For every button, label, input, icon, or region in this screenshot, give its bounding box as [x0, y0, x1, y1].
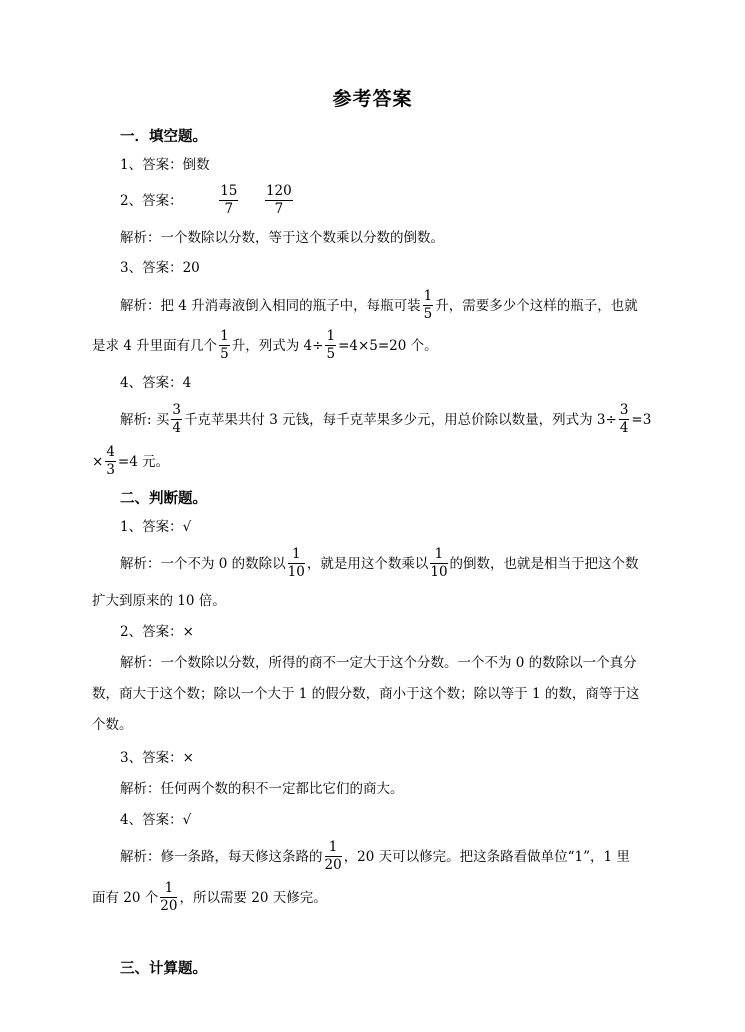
q2-answer-2: 2、答案：×: [120, 624, 194, 640]
fraction-120-over-7: $\frac{120}{7}$: [265, 182, 292, 217]
q1-answer-2: 2、答案： $\frac{15}{7}$ $\frac{120}{7}$: [120, 182, 292, 217]
cross-mark-icon: ×: [182, 750, 194, 766]
section-heading-fill-blank: 一．填空题。: [120, 129, 207, 145]
q1-explanation-2: 解析：一个数除以分数，等于这个数乘以分数的倒数。: [120, 230, 444, 246]
fraction-1-over-5: $\frac{1}{5}$: [423, 287, 433, 322]
fraction-3-over-4: $\frac{3}{4}$: [172, 401, 181, 436]
q2-explanation-1-line1: 解析：一个不为 0 的数除以 $\frac{1}{10}$ ，就是用这个数乘以 $\frac{1}{10}$ 的倒数，也就是相当于把这个数: [120, 545, 639, 580]
page-title: 参考答案: [332, 88, 413, 110]
q2-answer-4: 4、答案：√: [120, 812, 192, 828]
q2-explanation-3: 解析：任何两个数的积不一定都比它们的商大。: [120, 781, 404, 797]
check-mark-icon: √: [182, 519, 192, 535]
q1-explanation-4-line1: 解析: 买 $\frac{3}{4}$ 千克苹果共付 3 元钱，每千克苹果多少元，用总价除以数量，列式为 3÷ $\frac{3}{4}$ =3: [120, 401, 652, 436]
q1-answer-1: 1、答案：倒数: [120, 157, 210, 173]
q2-answer-1: 1、答案：√: [120, 519, 192, 535]
cross-mark-icon: ×: [182, 624, 194, 640]
q2-explanation-2-line1: 解析：一个数除以分数，所得的商不一定大于这个分数。一个不为 0 的数除以一个真分: [120, 655, 637, 671]
q2-answer-3: 3、答案：×: [120, 750, 194, 766]
section-heading-calculation: 三、计算题。: [120, 961, 207, 977]
fraction-1-over-20: $\frac{1}{20}$: [160, 879, 178, 914]
q2-explanation-4-line2: 面有 20 个 $\frac{1}{20}$ ，所以需要 20 天修完。: [92, 879, 327, 914]
q1-explanation-4-line2: × $\frac{4}{3}$ =4 元。: [92, 443, 170, 478]
q2-explanation-2-line3: 个数。: [92, 717, 133, 733]
fraction-1-over-5: $\frac{1}{5}$: [326, 327, 336, 362]
q1-answer-4: 4、答案：4: [120, 375, 192, 391]
q2-explanation-2-line2: 数，商大于这个数；除以一个大于 1 的假分数，商小于这个数；除以等于 1 的数，商等于这: [92, 686, 640, 702]
q1-explanation-3-line1: 解析：把 4 升消毒液倒入相同的瓶子中，每瓶可装 $\frac{1}{5}$ 升，需要多少个这样的瓶子，也就: [120, 287, 638, 322]
fraction-1-over-10: $\frac{1}{10}$: [430, 545, 448, 580]
fraction-1-over-5: $\frac{1}{5}$: [220, 327, 229, 362]
fraction-1-over-10: $\frac{1}{10}$: [287, 545, 305, 580]
fraction-3-over-4: $\frac{3}{4}$: [619, 401, 629, 436]
fraction-4-over-3: $\frac{4}{3}$: [106, 443, 115, 478]
q2-explanation-4-line1: 解析：修一条路，每天修这条路的 $\frac{1}{20}$ ，20 天可以修完。把这条路看做单位“1”，1 里: [120, 838, 630, 873]
q1-answer-3: 3、答案：20: [120, 260, 200, 276]
q2-explanation-1-line2: 扩大到原来的 10 倍。: [92, 593, 226, 609]
q1-explanation-3-line2: 是求 4 升里面有几个 $\frac{1}{5}$ 升，列式为 4÷ $\frac{1}{5}$ =4×5=20 个。: [92, 327, 438, 362]
fraction-1-over-20: $\frac{1}{20}$: [324, 838, 342, 873]
check-mark-icon: √: [182, 812, 192, 828]
section-heading-true-false: 二、判断题。: [120, 491, 207, 507]
fraction-15-over-7: $\frac{15}{7}$: [220, 182, 238, 217]
